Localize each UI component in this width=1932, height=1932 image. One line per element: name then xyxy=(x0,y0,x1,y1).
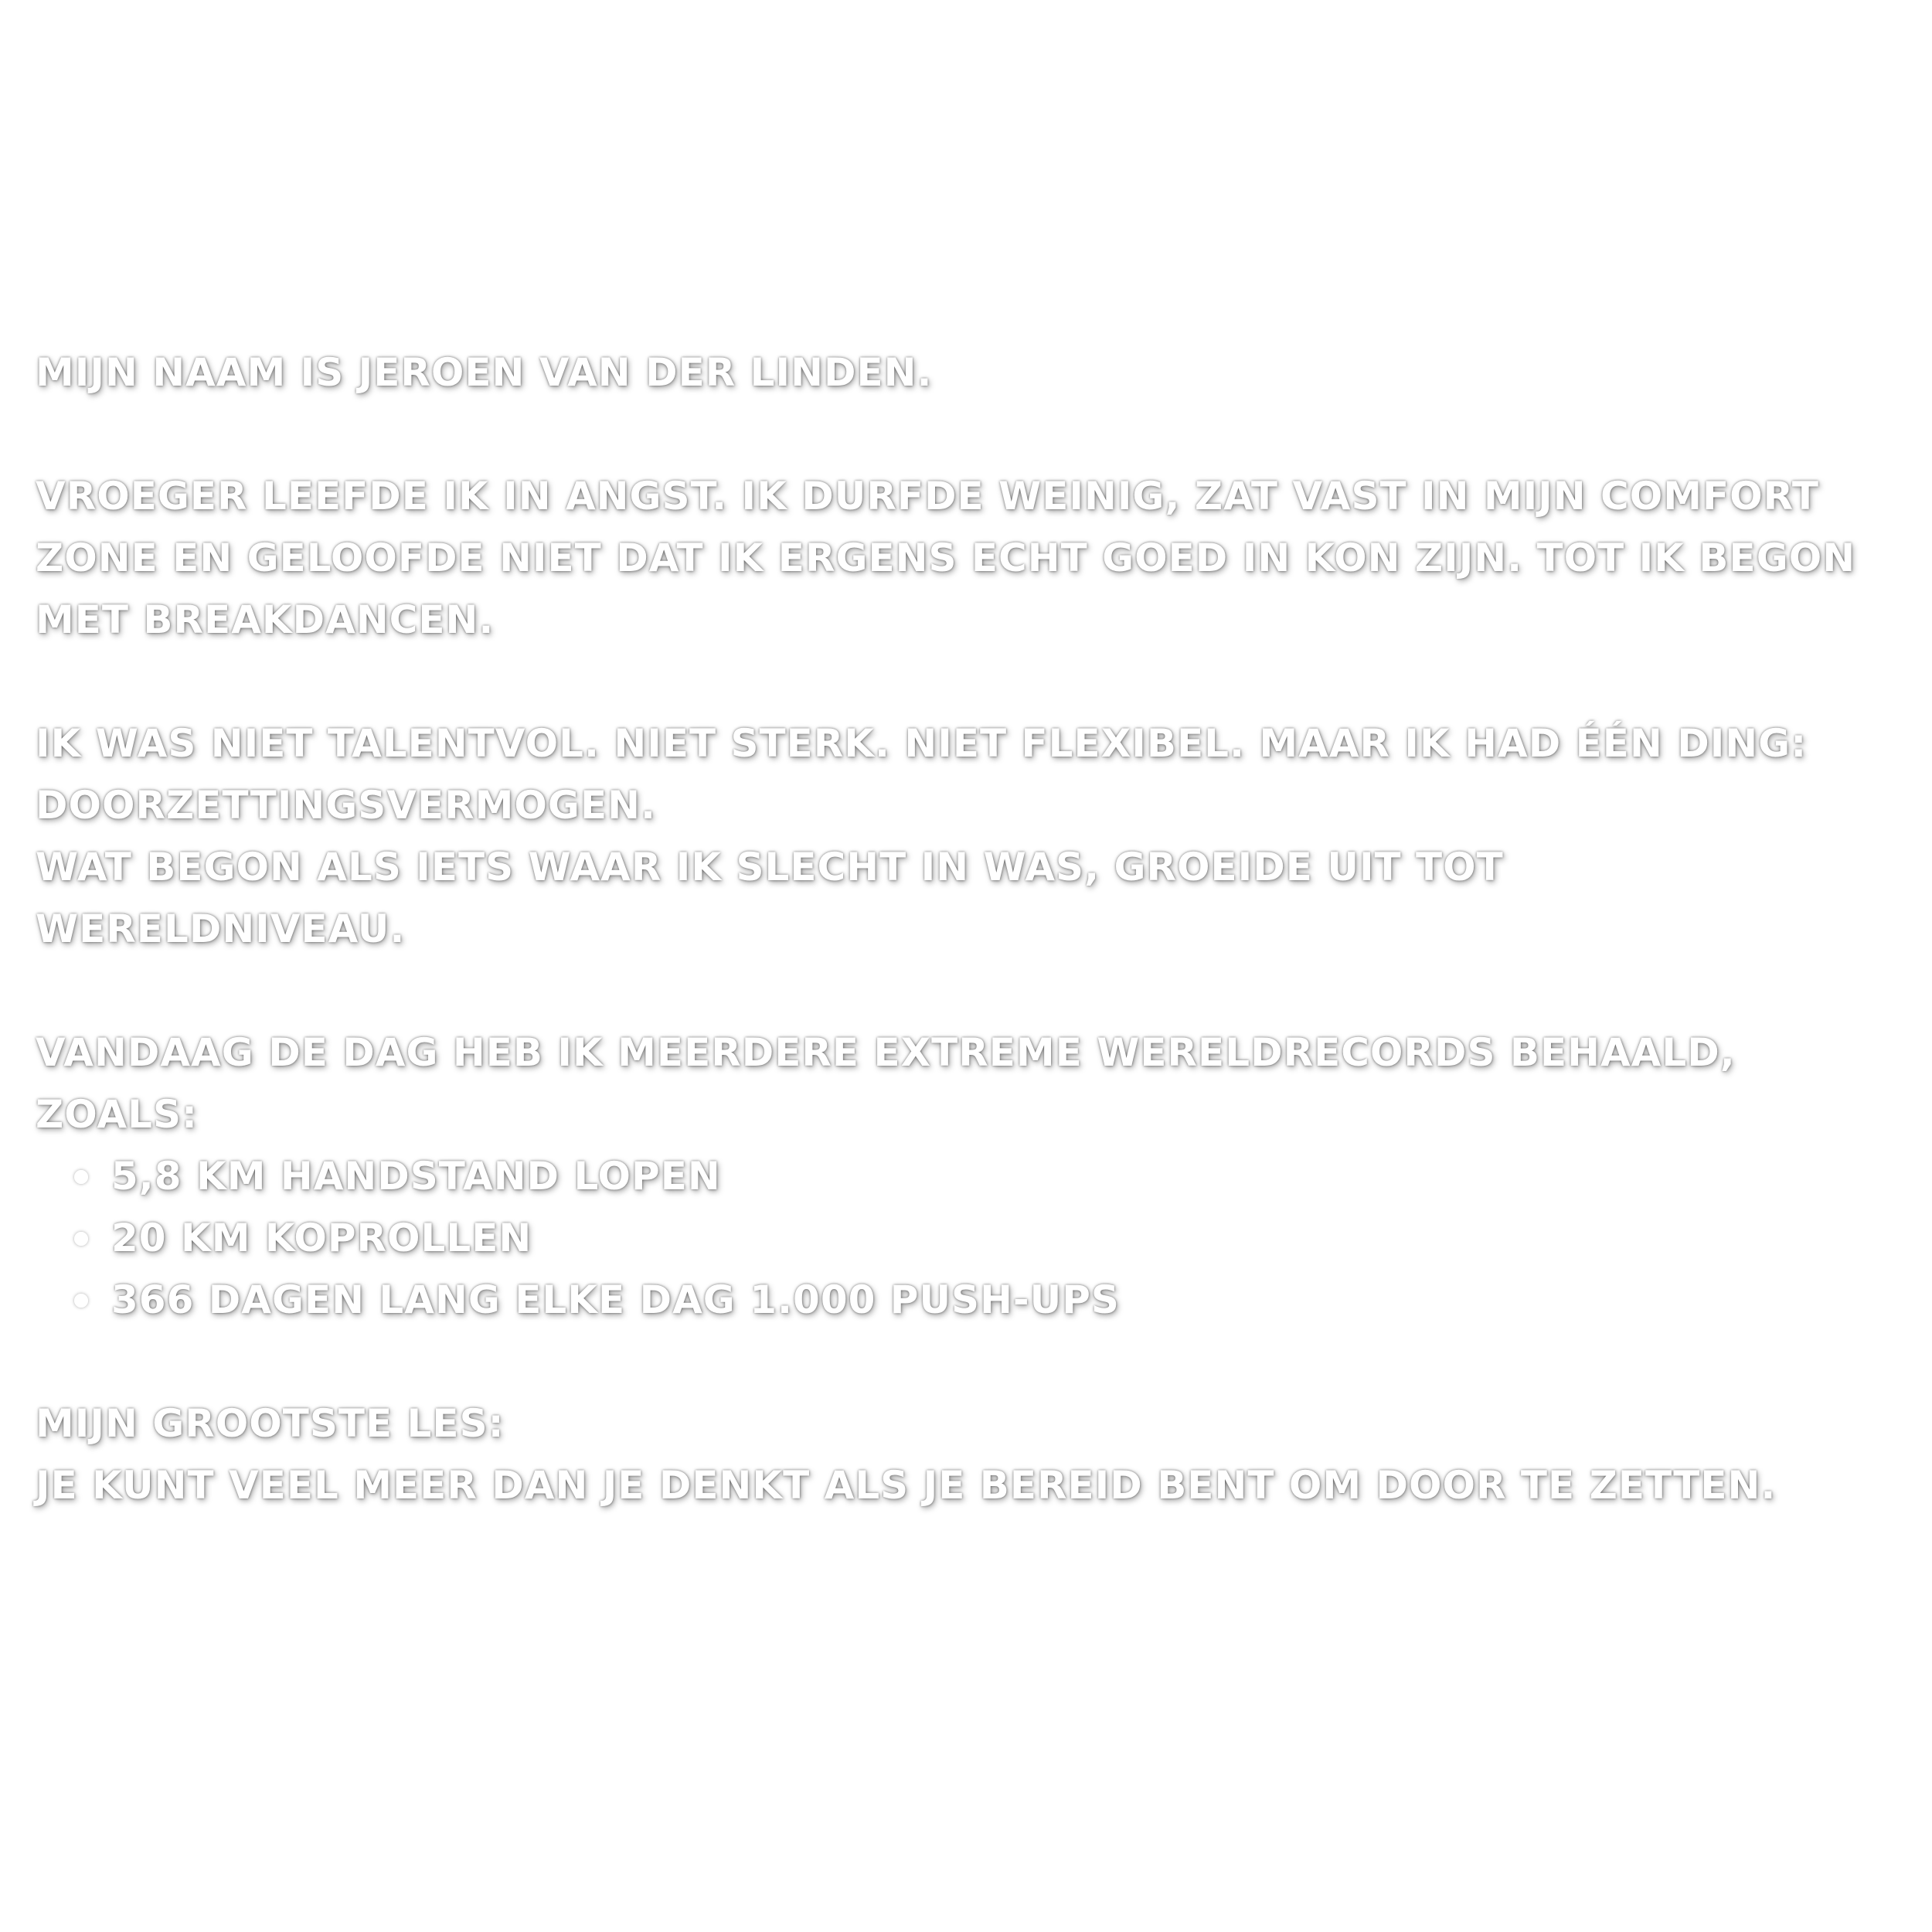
records-line-1: VANDAAG DE DAG HEB IK MEERDERE EXTREME WERELDRECORDS BEHAALD, xyxy=(36,1030,1736,1075)
past-line-1: VROEGER LEEFDE IK IN ANGST. IK DURFDE WEINIG, ZAT VAST IN MIJN COMFORT xyxy=(36,474,1820,519)
list-item: 5,8 KM HANDSTAND LOPEN xyxy=(111,1145,1921,1207)
talent-line-3: WAT BEGON ALS IETS WAAR IK SLECHT IN WAS, GROEIDE UIT TOT xyxy=(36,845,1504,889)
intro-text: MIJN NAAM IS JEROEN VAN DER LINDEN. xyxy=(36,350,933,395)
bio-text-block xyxy=(36,342,1921,1516)
paragraph-gap xyxy=(36,651,1921,713)
talent-line-4: WERELDNIVEAU. xyxy=(36,906,406,951)
records-line-2: ZOALS: xyxy=(36,1092,198,1137)
past-line-3: MET BREAKDANCEN. xyxy=(36,597,495,642)
lesson-text: JE KUNT VEEL MEER DAN JE DENKT ALS JE BEREID BENT OM DOOR TE ZETTEN. xyxy=(36,1463,1777,1508)
paragraph-gap xyxy=(36,403,1921,465)
list-item: 366 DAGEN LANG ELKE DAG 1.000 PUSH-UPS xyxy=(111,1269,1921,1331)
lesson-heading: MIJN GROOTSTE LES: xyxy=(36,1401,505,1446)
records-list xyxy=(36,1145,1921,1331)
paragraph-gap xyxy=(36,960,1921,1022)
list-item: 20 KM KOPROLLEN xyxy=(111,1207,1921,1269)
talent-line-1: IK WAS NIET TALENTVOL. NIET STERK. NIET FLEXIBEL. MAAR IK HAD ÉÉN DING: xyxy=(36,721,1808,766)
talent-line-2: DOORZETTINGSVERMOGEN. xyxy=(36,783,656,828)
paragraph-gap xyxy=(36,1331,1921,1393)
past-line-2: ZONE EN GELOOFDE NIET DAT IK ERGENS ECHT GOED IN KON ZIJN. TOT IK BEGON xyxy=(36,536,1856,580)
